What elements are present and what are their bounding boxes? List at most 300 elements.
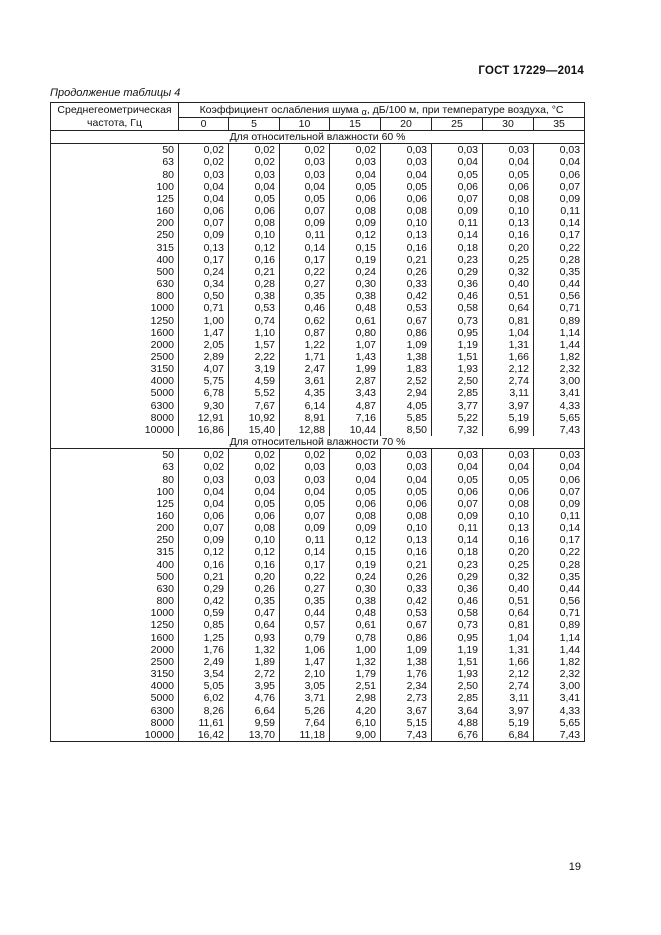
coefficient-cell: 0,06 bbox=[534, 169, 585, 181]
coefficient-cell: 0,46 bbox=[432, 290, 483, 302]
coefficient-cell: 0,07 bbox=[280, 205, 330, 217]
coefficient-cell: 0,87 bbox=[280, 327, 330, 339]
table-row bbox=[51, 339, 585, 351]
coefficient-cell: 1,76 bbox=[381, 668, 432, 680]
coefficient-cell: 3,97 bbox=[483, 400, 534, 412]
coefficient-cell: 0,11 bbox=[280, 229, 330, 241]
coefficient-cell: 6,14 bbox=[280, 400, 330, 412]
coefficient-cell: 0,04 bbox=[280, 181, 330, 193]
table-row bbox=[51, 486, 585, 498]
coefficient-cell: 0,04 bbox=[179, 181, 229, 193]
coefficient-cell: 0,71 bbox=[534, 607, 585, 619]
coefficient-cell: 0,03 bbox=[330, 461, 381, 473]
coefficient-cell: 0,51 bbox=[483, 290, 534, 302]
coefficient-cell: 0,19 bbox=[330, 254, 381, 266]
coefficient-cell: 0,16 bbox=[381, 546, 432, 558]
coefficient-cell: 10,92 bbox=[229, 412, 280, 424]
coefficient-cell: 9,00 bbox=[330, 729, 381, 742]
coefficient-cell: 0,03 bbox=[280, 169, 330, 181]
coefficient-cell: 0,06 bbox=[330, 498, 381, 510]
coefficient-cell: 6,78 bbox=[179, 387, 229, 399]
coefficient-cell: 0,03 bbox=[381, 461, 432, 473]
table-row bbox=[51, 156, 585, 168]
coefficient-cell: 0,09 bbox=[330, 522, 381, 534]
coefficient-cell: 0,73 bbox=[432, 619, 483, 631]
coefficient-cell: 0,06 bbox=[483, 181, 534, 193]
coefficient-cell: 5,85 bbox=[381, 412, 432, 424]
frequency-cell: 250 bbox=[51, 534, 179, 546]
table-row bbox=[51, 400, 585, 412]
coefficient-cell: 0,07 bbox=[534, 181, 585, 193]
coefficient-cell: 0,03 bbox=[534, 144, 585, 157]
coefficient-cell: 0,09 bbox=[179, 229, 229, 241]
coefficient-cell: 0,06 bbox=[330, 193, 381, 205]
table-row bbox=[51, 583, 585, 595]
coefficient-cell: 0,02 bbox=[179, 449, 229, 462]
coefficient-cell: 2,49 bbox=[179, 656, 229, 668]
coefficient-cell: 0,48 bbox=[330, 302, 381, 314]
coefficient-cell: 0,44 bbox=[280, 607, 330, 619]
coefficient-cell: 4,33 bbox=[534, 705, 585, 717]
coefficient-cell: 5,75 bbox=[179, 375, 229, 387]
coefficient-cell: 0,17 bbox=[280, 254, 330, 266]
coefficient-cell: 2,72 bbox=[229, 668, 280, 680]
coefficient-cell: 5,65 bbox=[534, 412, 585, 424]
coefficient-cell: 1,76 bbox=[179, 644, 229, 656]
coefficient-cell: 0,22 bbox=[280, 571, 330, 583]
coefficient-cell: 0,16 bbox=[381, 242, 432, 254]
coefficient-cell: 16,86 bbox=[179, 424, 229, 436]
table-row bbox=[51, 290, 585, 302]
alpha-symbol: α bbox=[361, 107, 367, 117]
coefficient-cell: 2,12 bbox=[483, 363, 534, 375]
coefficient-cell: 0,64 bbox=[483, 302, 534, 314]
table-row bbox=[51, 498, 585, 510]
coefficient-cell: 0,67 bbox=[381, 619, 432, 631]
coefficient-cell: 0,07 bbox=[280, 510, 330, 522]
table-row bbox=[51, 302, 585, 314]
coefficient-cell: 0,06 bbox=[432, 181, 483, 193]
coefficient-cell: 0,04 bbox=[229, 181, 280, 193]
coefficient-cell: 0,21 bbox=[381, 254, 432, 266]
coefficient-cell: 0,81 bbox=[483, 619, 534, 631]
coefficient-cell: 0,03 bbox=[432, 449, 483, 462]
coefficient-cell: 0,16 bbox=[229, 559, 280, 571]
coefficient-cell: 0,57 bbox=[280, 619, 330, 631]
coefficient-cell: 0,62 bbox=[280, 315, 330, 327]
frequency-cell: 2000 bbox=[51, 644, 179, 656]
coefficient-cell: 0,05 bbox=[229, 193, 280, 205]
temperature-header-cell: 35 bbox=[534, 118, 585, 131]
table-row bbox=[51, 632, 585, 644]
coefficient-cell: 0,21 bbox=[179, 571, 229, 583]
coefficient-cell: 0,34 bbox=[179, 278, 229, 290]
coefficient-cell: 0,22 bbox=[280, 266, 330, 278]
coefficient-cell: 1,47 bbox=[179, 327, 229, 339]
coefficient-cell: 0,71 bbox=[534, 302, 585, 314]
frequency-cell: 1600 bbox=[51, 632, 179, 644]
coefficient-cell: 0,81 bbox=[483, 315, 534, 327]
coefficient-cell: 0,06 bbox=[229, 205, 280, 217]
coefficient-cell: 0,15 bbox=[330, 242, 381, 254]
frequency-cell: 200 bbox=[51, 217, 179, 229]
humidity-section-title: Для относительной влажности 70 % bbox=[51, 436, 585, 449]
coefficient-cell: 1,31 bbox=[483, 339, 534, 351]
coefficient-cell: 0,09 bbox=[330, 217, 381, 229]
coefficient-cell: 0,46 bbox=[280, 302, 330, 314]
coefficient-cell: 0,42 bbox=[179, 595, 229, 607]
coefficient-cell: 0,05 bbox=[381, 181, 432, 193]
coefficient-cell: 0,09 bbox=[280, 522, 330, 534]
coefficient-cell: 0,28 bbox=[534, 559, 585, 571]
coefficient-cell: 0,06 bbox=[534, 474, 585, 486]
coefficient-header-units: , дБ/100 м, при температуре воздуха, °С bbox=[366, 104, 564, 116]
coefficient-cell: 0,03 bbox=[432, 144, 483, 157]
frequency-cell: 80 bbox=[51, 474, 179, 486]
coefficient-cell: 0,56 bbox=[534, 290, 585, 302]
coefficient-cell: 0,20 bbox=[483, 242, 534, 254]
coefficient-cell: 4,20 bbox=[330, 705, 381, 717]
coefficient-cell: 0,78 bbox=[330, 632, 381, 644]
coefficient-cell: 0,23 bbox=[432, 559, 483, 571]
coefficient-cell: 3,64 bbox=[432, 705, 483, 717]
coefficient-cell: 2,52 bbox=[381, 375, 432, 387]
coefficient-cell: 0,14 bbox=[432, 229, 483, 241]
coefficient-cell: 2,74 bbox=[483, 680, 534, 692]
coefficient-cell: 3,97 bbox=[483, 705, 534, 717]
coefficient-cell: 0,17 bbox=[179, 254, 229, 266]
coefficient-cell: 2,51 bbox=[330, 680, 381, 692]
humidity-section-row bbox=[51, 131, 585, 144]
coefficient-cell: 0,08 bbox=[330, 510, 381, 522]
table-row bbox=[51, 571, 585, 583]
coefficient-cell: 0,48 bbox=[330, 607, 381, 619]
coefficient-cell: 0,03 bbox=[229, 169, 280, 181]
coefficient-cell: 7,16 bbox=[330, 412, 381, 424]
coefficient-cell: 2,85 bbox=[432, 387, 483, 399]
coefficient-cell: 2,89 bbox=[179, 351, 229, 363]
table-row bbox=[51, 559, 585, 571]
frequency-cell: 1600 bbox=[51, 327, 179, 339]
coefficient-cell: 0,24 bbox=[330, 266, 381, 278]
coefficient-cell: 1,79 bbox=[330, 668, 381, 680]
coefficient-cell: 0,04 bbox=[483, 156, 534, 168]
coefficient-cell: 0,14 bbox=[280, 546, 330, 558]
coefficient-cell: 0,38 bbox=[330, 290, 381, 302]
coefficient-cell: 0,03 bbox=[381, 156, 432, 168]
coefficient-cell: 1,38 bbox=[381, 656, 432, 668]
coefficient-cell: 2,34 bbox=[381, 680, 432, 692]
coefficient-cell: 0,44 bbox=[534, 583, 585, 595]
coefficient-cell: 0,13 bbox=[381, 534, 432, 546]
frequency-cell: 50 bbox=[51, 144, 179, 157]
coefficient-cell: 2,05 bbox=[179, 339, 229, 351]
humidity-section-title: Для относительной влажности 60 % bbox=[51, 131, 585, 144]
table-row bbox=[51, 717, 585, 729]
coefficient-cell: 0,12 bbox=[330, 229, 381, 241]
attenuation-table bbox=[50, 102, 585, 742]
coefficient-cell: 0,80 bbox=[330, 327, 381, 339]
coefficient-cell: 0,12 bbox=[229, 242, 280, 254]
coefficient-cell: 0,08 bbox=[229, 217, 280, 229]
coefficient-cell: 1,19 bbox=[432, 339, 483, 351]
table-row bbox=[51, 363, 585, 375]
coefficient-cell: 7,43 bbox=[534, 424, 585, 436]
coefficient-cell: 0,07 bbox=[432, 498, 483, 510]
coefficient-cell: 0,27 bbox=[280, 583, 330, 595]
coefficient-cell: 0,15 bbox=[330, 546, 381, 558]
table-row bbox=[51, 242, 585, 254]
coefficient-cell: 0,21 bbox=[229, 266, 280, 278]
temperature-header-cell: 15 bbox=[330, 118, 381, 131]
coefficient-cell: 0,71 bbox=[179, 302, 229, 314]
coefficient-cell: 1,66 bbox=[483, 656, 534, 668]
coefficient-cell: 0,18 bbox=[432, 546, 483, 558]
frequency-cell: 160 bbox=[51, 205, 179, 217]
frequency-cell: 8000 bbox=[51, 717, 179, 729]
coefficient-cell: 0,32 bbox=[483, 266, 534, 278]
coefficient-cell: 1,32 bbox=[330, 656, 381, 668]
coefficient-cell: 15,40 bbox=[229, 424, 280, 436]
coefficient-cell: 3,43 bbox=[330, 387, 381, 399]
table-row bbox=[51, 193, 585, 205]
coefficient-cell: 0,64 bbox=[483, 607, 534, 619]
coefficient-cell: 5,52 bbox=[229, 387, 280, 399]
coefficient-cell: 0,26 bbox=[381, 266, 432, 278]
table-row bbox=[51, 705, 585, 717]
frequency-cell: 5000 bbox=[51, 692, 179, 704]
frequency-cell: 4000 bbox=[51, 680, 179, 692]
coefficient-cell: 0,08 bbox=[381, 510, 432, 522]
coefficient-cell: 5,19 bbox=[483, 412, 534, 424]
table-row bbox=[51, 534, 585, 546]
frequency-cell: 125 bbox=[51, 498, 179, 510]
coefficient-cell: 0,02 bbox=[229, 461, 280, 473]
coefficient-cell: 3,00 bbox=[534, 375, 585, 387]
coefficient-cell: 0,28 bbox=[229, 278, 280, 290]
coefficient-cell: 0,13 bbox=[179, 242, 229, 254]
coefficient-cell: 0,03 bbox=[280, 156, 330, 168]
coefficient-cell: 1,83 bbox=[381, 363, 432, 375]
coefficient-cell: 0,03 bbox=[483, 449, 534, 462]
frequency-cell: 50 bbox=[51, 449, 179, 462]
coefficient-cell: 0,16 bbox=[483, 229, 534, 241]
coefficient-cell: 5,05 bbox=[179, 680, 229, 692]
coefficient-cell: 0,04 bbox=[381, 169, 432, 181]
frequency-cell: 2000 bbox=[51, 339, 179, 351]
frequency-cell: 100 bbox=[51, 486, 179, 498]
coefficient-cell: 0,07 bbox=[432, 193, 483, 205]
frequency-column-header: Среднегеометрическая частота, Гц bbox=[51, 103, 179, 131]
coefficient-cell: 0,10 bbox=[483, 510, 534, 522]
coefficient-cell: 0,19 bbox=[330, 559, 381, 571]
coefficient-cell: 0,10 bbox=[381, 217, 432, 229]
coefficient-cell: 0,42 bbox=[381, 595, 432, 607]
coefficient-cell: 8,26 bbox=[179, 705, 229, 717]
coefficient-cell: 0,17 bbox=[280, 559, 330, 571]
coefficient-cell: 0,46 bbox=[432, 595, 483, 607]
coefficient-cell: 0,04 bbox=[179, 486, 229, 498]
coefficient-cell: 0,38 bbox=[229, 290, 280, 302]
coefficient-cell: 1,93 bbox=[432, 668, 483, 680]
temperature-header-cell: 0 bbox=[179, 118, 229, 131]
coefficient-cell: 0,05 bbox=[280, 498, 330, 510]
table-row bbox=[51, 522, 585, 534]
coefficient-cell: 0,12 bbox=[330, 534, 381, 546]
coefficient-cell: 0,53 bbox=[229, 302, 280, 314]
frequency-cell: 160 bbox=[51, 510, 179, 522]
coefficient-cell: 2,98 bbox=[330, 692, 381, 704]
document-id: ГОСТ 17229—2014 bbox=[478, 65, 584, 77]
coefficient-cell: 0,53 bbox=[381, 302, 432, 314]
frequency-cell: 1000 bbox=[51, 302, 179, 314]
table-row bbox=[51, 181, 585, 193]
frequency-cell: 315 bbox=[51, 242, 179, 254]
coefficient-cell: 11,18 bbox=[280, 729, 330, 742]
table-row bbox=[51, 619, 585, 631]
frequency-cell: 80 bbox=[51, 169, 179, 181]
coefficient-cell: 10,44 bbox=[330, 424, 381, 436]
coefficient-cell: 0,67 bbox=[381, 315, 432, 327]
coefficient-cell: 0,51 bbox=[483, 595, 534, 607]
frequency-cell: 8000 bbox=[51, 412, 179, 424]
coefficient-cell: 0,04 bbox=[179, 498, 229, 510]
coefficient-cell: 0,64 bbox=[229, 619, 280, 631]
table-row bbox=[51, 169, 585, 181]
coefficient-cell: 0,47 bbox=[229, 607, 280, 619]
coefficient-cell: 0,20 bbox=[229, 571, 280, 583]
coefficient-cell: 0,05 bbox=[483, 169, 534, 181]
coefficient-cell: 0,05 bbox=[432, 169, 483, 181]
coefficient-cell: 0,14 bbox=[280, 242, 330, 254]
coefficient-cell: 0,02 bbox=[229, 144, 280, 157]
coefficient-cell: 0,24 bbox=[179, 266, 229, 278]
frequency-cell: 5000 bbox=[51, 387, 179, 399]
table-row bbox=[51, 375, 585, 387]
coefficient-cell: 0,06 bbox=[179, 510, 229, 522]
table-row bbox=[51, 595, 585, 607]
coefficient-cell: 0,12 bbox=[229, 546, 280, 558]
coefficient-cell: 0,24 bbox=[330, 571, 381, 583]
frequency-cell: 630 bbox=[51, 278, 179, 290]
temperature-header-cell: 20 bbox=[381, 118, 432, 131]
coefficient-cell: 0,08 bbox=[483, 498, 534, 510]
coefficient-cell: 0,06 bbox=[381, 498, 432, 510]
coefficient-cell: 0,02 bbox=[280, 449, 330, 462]
table-row bbox=[51, 680, 585, 692]
frequency-cell: 2500 bbox=[51, 656, 179, 668]
coefficient-cell: 0,07 bbox=[534, 486, 585, 498]
frequency-cell: 800 bbox=[51, 595, 179, 607]
coefficient-cell: 1,07 bbox=[330, 339, 381, 351]
coefficient-cell: 0,04 bbox=[534, 156, 585, 168]
coefficient-cell: 1,89 bbox=[229, 656, 280, 668]
table-row bbox=[51, 461, 585, 473]
coefficient-cell: 4,05 bbox=[381, 400, 432, 412]
coefficient-cell: 0,08 bbox=[330, 205, 381, 217]
coefficient-cell: 3,54 bbox=[179, 668, 229, 680]
frequency-cell: 10000 bbox=[51, 424, 179, 436]
frequency-cell: 500 bbox=[51, 266, 179, 278]
coefficient-cell: 0,35 bbox=[280, 595, 330, 607]
coefficient-cell: 0,06 bbox=[179, 205, 229, 217]
coefficient-cell: 0,05 bbox=[483, 474, 534, 486]
coefficient-column-header bbox=[179, 103, 585, 118]
coefficient-cell: 0,21 bbox=[381, 559, 432, 571]
coefficient-cell: 7,67 bbox=[229, 400, 280, 412]
coefficient-cell: 0,56 bbox=[534, 595, 585, 607]
coefficient-cell: 0,03 bbox=[179, 169, 229, 181]
coefficient-cell: 0,29 bbox=[432, 571, 483, 583]
coefficient-cell: 0,17 bbox=[534, 229, 585, 241]
coefficient-cell: 0,06 bbox=[381, 193, 432, 205]
coefficient-cell: 1,43 bbox=[330, 351, 381, 363]
coefficient-cell: 2,10 bbox=[280, 668, 330, 680]
table-row bbox=[51, 144, 585, 157]
temperature-header-cell: 30 bbox=[483, 118, 534, 131]
coefficient-cell: 0,35 bbox=[534, 571, 585, 583]
coefficient-cell: 0,02 bbox=[280, 144, 330, 157]
coefficient-cell: 3,95 bbox=[229, 680, 280, 692]
coefficient-cell: 3,41 bbox=[534, 692, 585, 704]
coefficient-cell: 0,27 bbox=[280, 278, 330, 290]
coefficient-cell: 0,04 bbox=[330, 169, 381, 181]
coefficient-cell: 1,19 bbox=[432, 644, 483, 656]
coefficient-cell: 0,04 bbox=[179, 193, 229, 205]
coefficient-cell: 3,67 bbox=[381, 705, 432, 717]
coefficient-cell: 0,05 bbox=[432, 474, 483, 486]
coefficient-cell: 4,88 bbox=[432, 717, 483, 729]
coefficient-cell: 0,05 bbox=[280, 193, 330, 205]
coefficient-cell: 0,29 bbox=[432, 266, 483, 278]
coefficient-cell: 1,04 bbox=[483, 327, 534, 339]
coefficient-cell: 3,11 bbox=[483, 387, 534, 399]
coefficient-cell: 16,42 bbox=[179, 729, 229, 742]
coefficient-cell: 2,94 bbox=[381, 387, 432, 399]
coefficient-cell: 2,12 bbox=[483, 668, 534, 680]
coefficient-cell: 6,76 bbox=[432, 729, 483, 742]
coefficient-cell: 0,89 bbox=[534, 315, 585, 327]
coefficient-cell: 0,89 bbox=[534, 619, 585, 631]
coefficient-cell: 0,61 bbox=[330, 619, 381, 631]
coefficient-cell: 0,25 bbox=[483, 559, 534, 571]
coefficient-cell: 9,30 bbox=[179, 400, 229, 412]
coefficient-cell: 0,09 bbox=[432, 510, 483, 522]
coefficient-cell: 4,76 bbox=[229, 692, 280, 704]
coefficient-cell: 1,44 bbox=[534, 339, 585, 351]
table-row bbox=[51, 412, 585, 424]
coefficient-cell: 3,71 bbox=[280, 692, 330, 704]
coefficient-cell: 0,16 bbox=[179, 559, 229, 571]
temperature-header-cell: 10 bbox=[280, 118, 330, 131]
table-row bbox=[51, 424, 585, 436]
coefficient-cell: 2,50 bbox=[432, 680, 483, 692]
table-row bbox=[51, 351, 585, 363]
coefficient-cell: 0,74 bbox=[229, 315, 280, 327]
coefficient-cell: 0,86 bbox=[381, 327, 432, 339]
coefficient-cell: 0,32 bbox=[483, 571, 534, 583]
coefficient-cell: 5,15 bbox=[381, 717, 432, 729]
coefficient-cell: 0,02 bbox=[179, 144, 229, 157]
coefficient-cell: 0,13 bbox=[381, 229, 432, 241]
coefficient-cell: 5,22 bbox=[432, 412, 483, 424]
coefficient-cell: 0,38 bbox=[330, 595, 381, 607]
coefficient-cell: 0,16 bbox=[229, 254, 280, 266]
coefficient-cell: 0,03 bbox=[381, 144, 432, 157]
coefficient-cell: 0,13 bbox=[483, 522, 534, 534]
frequency-cell: 63 bbox=[51, 156, 179, 168]
coefficient-cell: 1,14 bbox=[534, 327, 585, 339]
